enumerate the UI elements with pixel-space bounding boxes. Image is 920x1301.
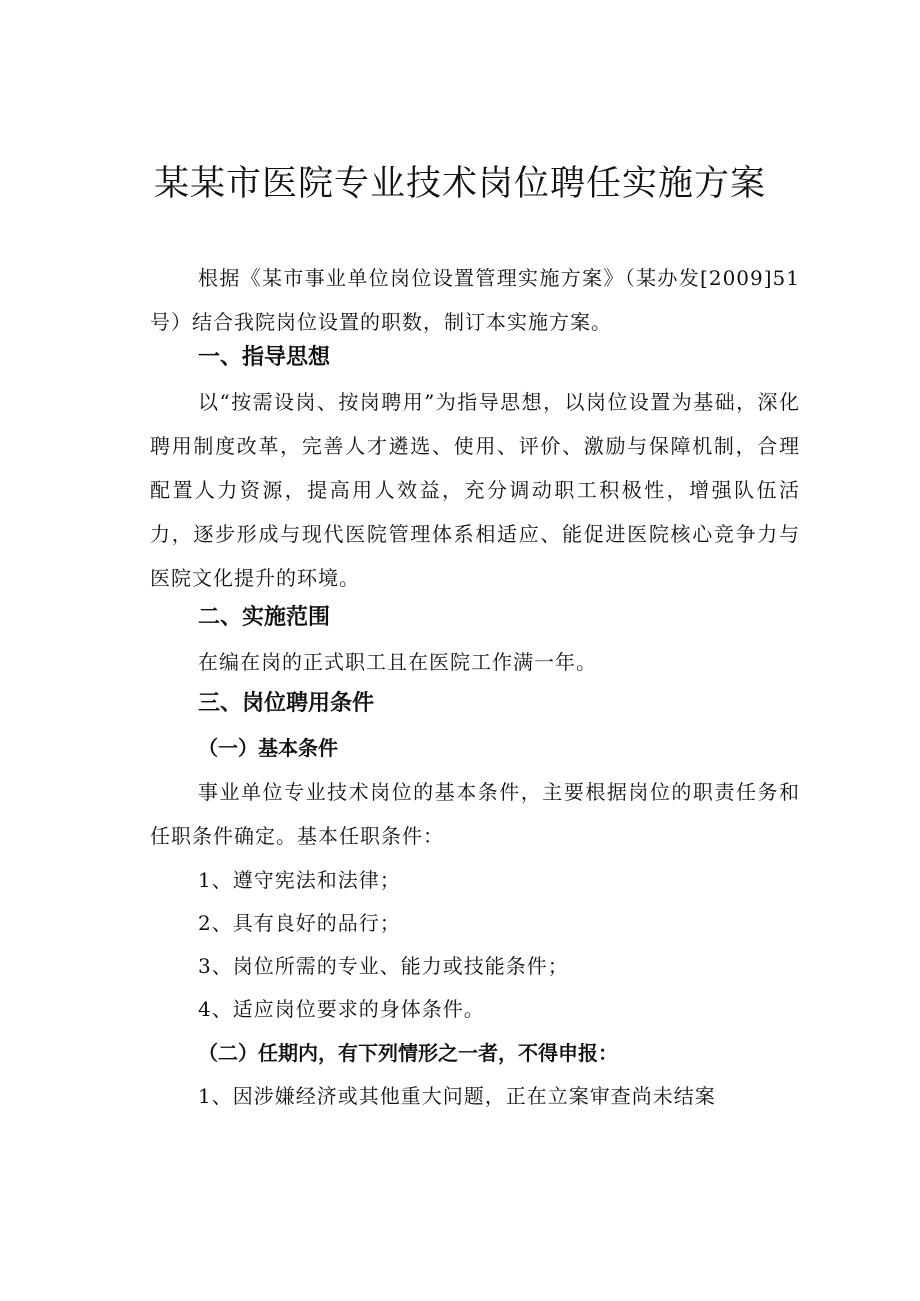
list-item: 1、遵守宪法和法律； <box>198 868 401 892</box>
subsection-heading-basic: （一）基本条件 <box>198 736 338 760</box>
guiding-thought-paragraph: 以“按需设岗、按岗聘用”为指导思想，以岗位设置为基础，深化聘用制度改革，完善人才遴选、使用、评价、激励与保障机制，合理配置人力资源，提高用人效益，充分调动职工积极性，增强队伍活力，逐步形成与现代医院管理体系相适应、能促进医院核心竞争力与医院文化提升的环境。 <box>150 390 800 590</box>
document-title: 某某市医院专业技术岗位聘任实施方案 <box>153 164 766 204</box>
section-heading-conditions: 三、岗位聘用条件 <box>198 691 375 716</box>
basic-conditions-paragraph: 事业单位专业技术岗位的基本条件，主要根据岗位的职责任务和任职条件确定。基本任职条件： <box>150 780 800 848</box>
section-heading-scope: 二、实施范围 <box>198 605 331 630</box>
list-item: 3、岗位所需的专业、能力或技能条件； <box>198 954 569 978</box>
intro-paragraph: 根据《某市事业单位岗位设置管理实施方案》（某办发[2009]51号）结合我院岗位设置的职数，制订本实施方案。 <box>150 266 800 334</box>
list-item: 4、适应岗位要求的身体条件。 <box>198 997 485 1021</box>
subsection-heading-restrictions: （二）任期内，有下列情形之一者，不得申报： <box>198 1041 618 1065</box>
list-item: 2、具有良好的品行； <box>198 911 401 935</box>
list-item: 1、因涉嫌经济或其他重大问题，正在立案审查尚未结案 <box>198 1084 716 1108</box>
section-heading-guiding-thought: 一、指导思想 <box>198 345 331 370</box>
scope-paragraph: 在编在岗的正式职工且在医院工作满一年。 <box>198 650 597 674</box>
